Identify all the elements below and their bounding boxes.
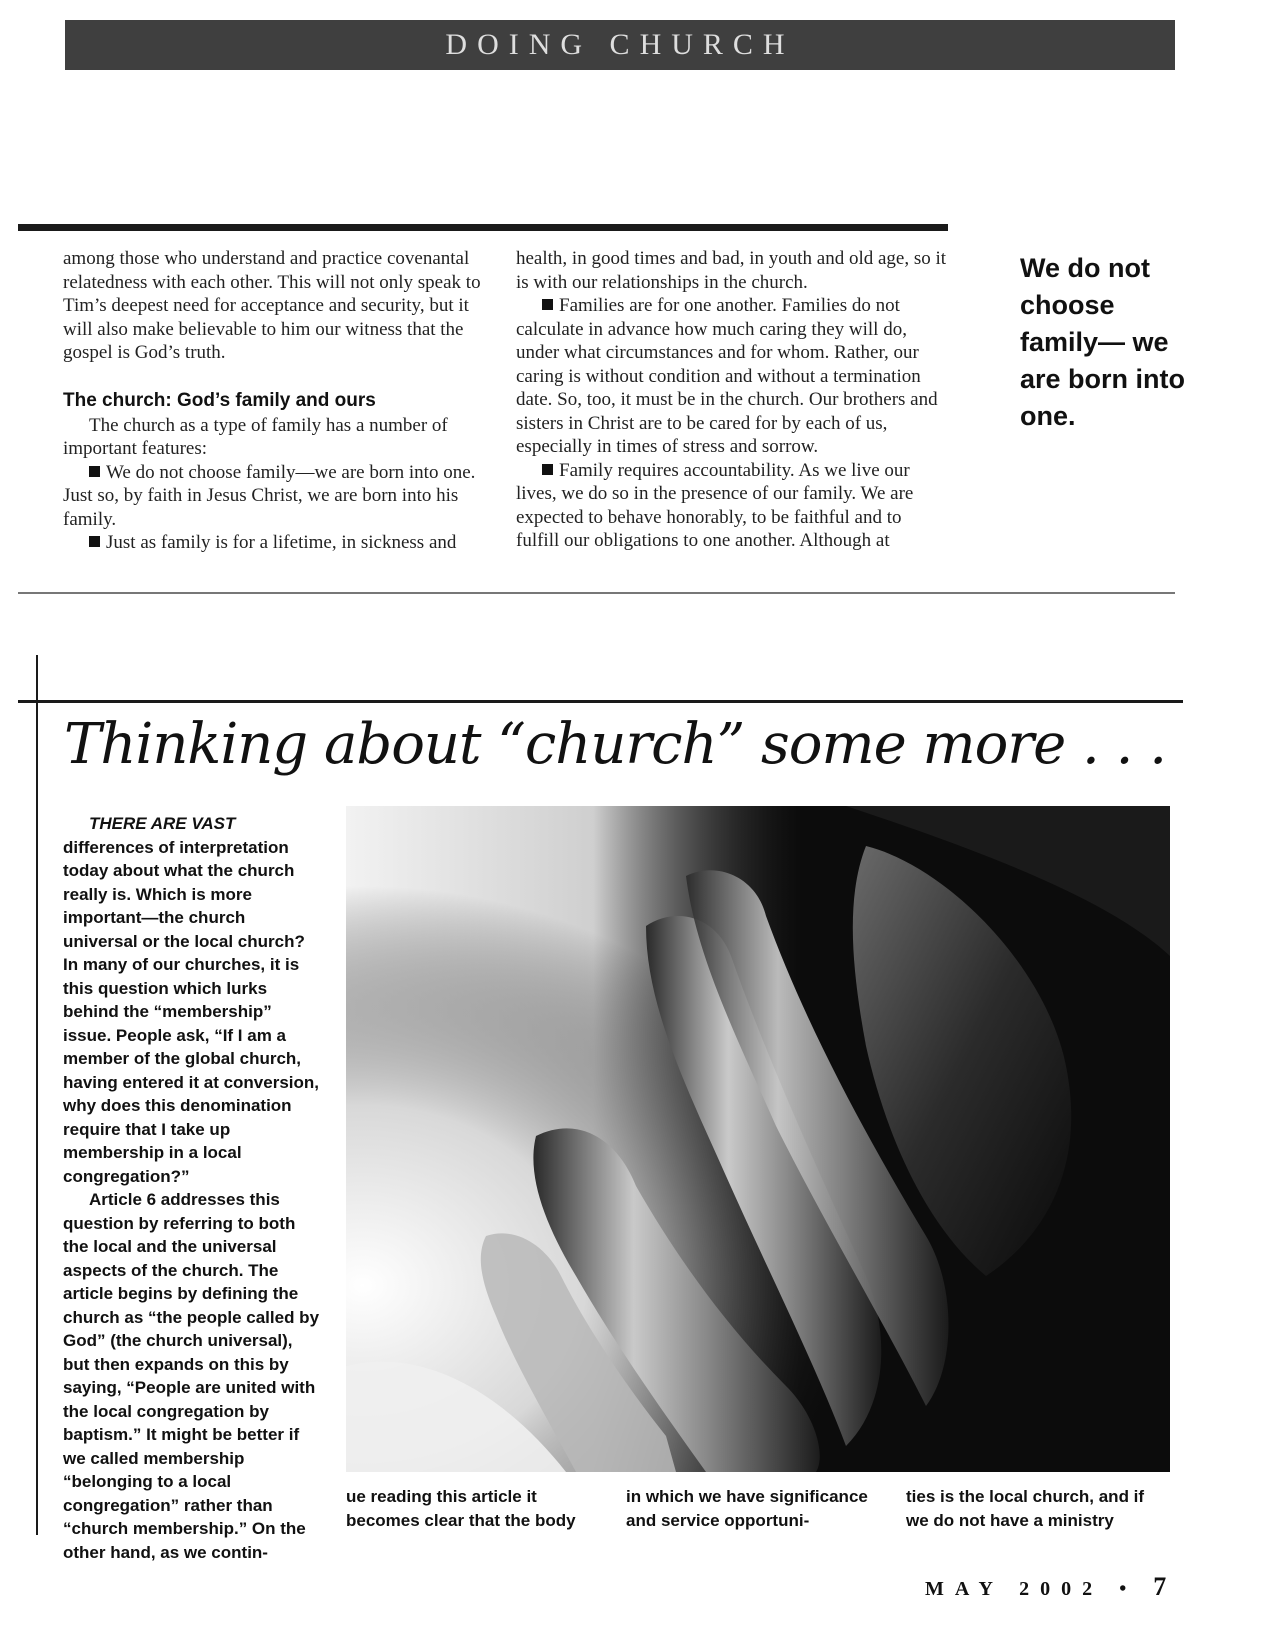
praying-hands-photo [346,806,1170,1472]
bullet-text: Families are for one another. Families do not calculate in advance how much caring they will do, under what circumstances and for whom. Rather, our caring is without condition and without a termination date. So, too, it must be in the church. Our brothers and sisters in Christ are to be cared for by each of us, especially in times of stress and sorrow. [516,295,938,457]
praying-hands-image [346,806,1170,1472]
page-footer [925,1572,1166,1602]
paragraph: Article 6 addresses this question by referring to both the local and the universal aspects of the church. The article begins by defining the church as “the people called by God” (the church universal), but then expands on this by saying, “People are united with the local congregation by baptism.” It might be better if we called membership “belonging to a local congregation” rather than “church membership.” On the other hand, as we contin- [63,1190,320,1562]
square-bullet-icon [89,466,100,477]
page-number: 7 [1153,1572,1167,1601]
bullet-item [63,461,495,532]
square-bullet-icon [89,536,100,547]
section-title: DOING CHURCH [445,28,795,61]
top-article-column-1 [63,247,495,555]
section-header-bar [65,20,1175,70]
bullet-item [516,459,948,553]
footer-separator: • [1119,1578,1138,1600]
bullet-text: Just as family is for a lifetime, in sickness and [106,532,457,553]
issue-date: MAY 2002 [925,1578,1104,1600]
bullet-item [516,294,948,459]
square-bullet-icon [542,464,553,475]
article-separator-rule [18,592,1175,594]
subheading: The church: God’s family and ours [63,389,376,411]
bullet-text: We do not choose family—we are born into one. Just so, by faith in Jesus Christ, we are born into his family. [63,461,476,530]
paragraph-text: differences of interpretation today about what the church really is. Which is more important—the church universal or the local church? In many of our churches, it is this question which lurks behind the “membership” issue. People ask, “If I am a member of the global church, having entered it at conversion, why does this denomination require that I take up membership in a local congregation?” [63,837,320,1186]
sidebar-column-4: ties is the local church, and if we do not have a ministry [906,1487,1145,1530]
paragraph: health, in good times and bad, in youth and old age, so it is with our relationships in the church. [516,248,947,293]
square-bullet-icon [542,299,553,310]
lead-in: THERE ARE VAST [89,814,236,833]
pull-quote: We do not choose family— we are born into one. [1020,253,1186,431]
paragraph: among those who understand and practice covenantal relatedness with each other. This will not only speak to Tim’s deepest need for acceptance and security, but it will also make believable to him our witness that the gospel is God’s truth. [63,248,481,363]
bullet-item [63,531,495,555]
top-article-column-2 [516,247,948,553]
sidebar-vertical-rule [36,655,38,1535]
bullet-text: Family requires accountability. As we live our lives, we do so in the presence of our family. We are expected to behave honorably, to be faithful and to fulfill our obligations to one another. Although at [516,459,914,551]
sidebar-top-rule [18,700,1183,703]
paragraph [63,812,323,1188]
paragraph: The church as a type of family has a number of important features: [63,414,448,459]
sidebar-column-1 [63,812,323,1564]
sidebar-column-2: ue reading this article it becomes clear that the body [346,1487,576,1530]
sidebar-headline: Thinking about “church” some more . . . [64,712,1167,777]
top-article-rule [18,224,948,231]
sidebar-column-3: in which we have significance and service opportuni- [626,1487,868,1530]
